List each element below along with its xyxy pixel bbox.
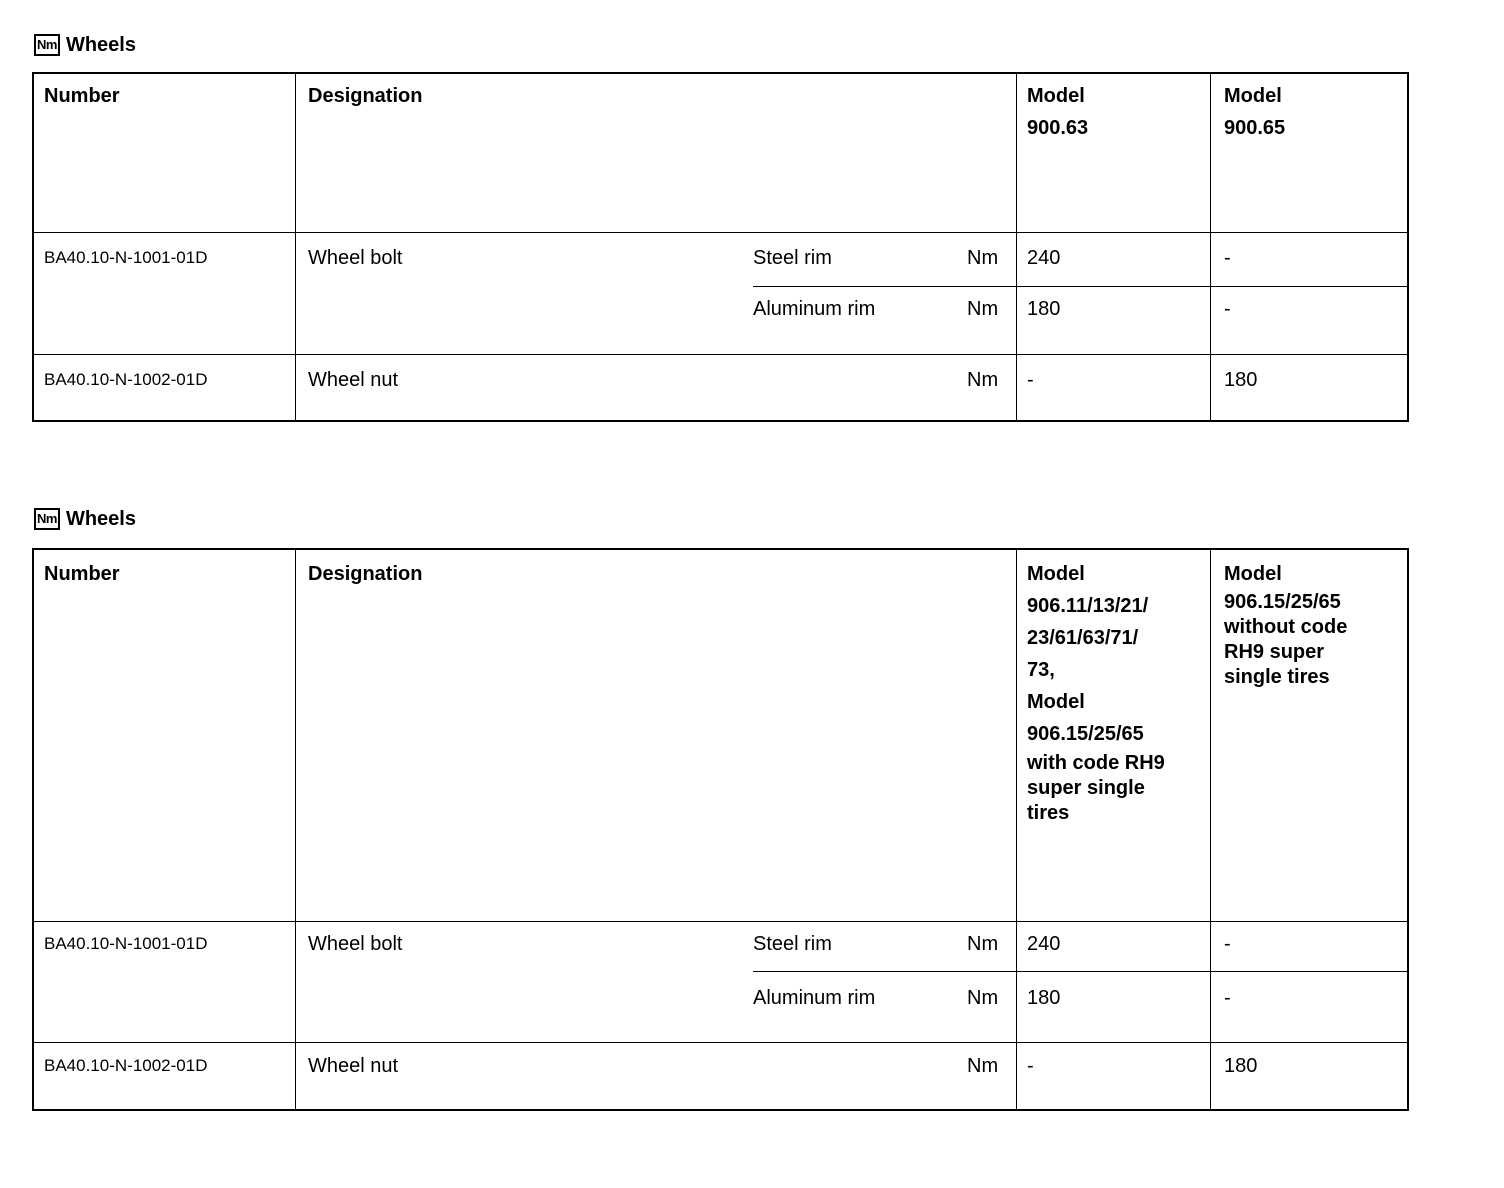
torque-table-2 bbox=[32, 548, 1409, 1111]
rim-type-aluminum: Aluminum rim bbox=[753, 298, 876, 320]
part-number: BA40.10-N-1001-01D bbox=[44, 248, 208, 267]
header-designation: Designation bbox=[308, 85, 423, 107]
value-model-b: - bbox=[1224, 933, 1231, 955]
header-model-a: Model 900.63 bbox=[1027, 85, 1089, 139]
part-number: BA40.10-N-1002-01D bbox=[44, 1056, 208, 1075]
value-model-b: 180 bbox=[1224, 1055, 1258, 1077]
header-designation: Designation bbox=[308, 563, 423, 585]
divider bbox=[34, 921, 1407, 922]
divider bbox=[34, 1042, 1407, 1043]
value-model-a: 180 bbox=[1027, 298, 1061, 320]
section-title: Wheels bbox=[65, 508, 136, 530]
header-model-a: Model 906.11/13/21/ 23/61/63/71/ 73, Model 906.15/25/65 with code RH9 super single tires bbox=[1027, 563, 1165, 824]
divider bbox=[1210, 550, 1211, 1109]
unit: Nm bbox=[967, 369, 999, 391]
divider bbox=[753, 286, 1407, 287]
rim-type-aluminum: Aluminum rim bbox=[753, 987, 876, 1009]
value-model-a: - bbox=[1027, 1055, 1034, 1077]
value-model-a: - bbox=[1027, 369, 1034, 391]
unit: Nm bbox=[967, 247, 999, 269]
header-model-b: Model 900.65 bbox=[1224, 85, 1286, 139]
torque-table-1 bbox=[32, 72, 1409, 422]
section-title: Wheels bbox=[65, 34, 136, 56]
value-model-a: 180 bbox=[1027, 987, 1061, 1009]
divider bbox=[1016, 550, 1017, 1109]
torque-nm-icon: Nm bbox=[34, 34, 60, 56]
part-number: BA40.10-N-1001-01D bbox=[44, 934, 208, 953]
divider bbox=[295, 550, 296, 1109]
part-number: BA40.10-N-1002-01D bbox=[44, 370, 208, 389]
value-model-a: 240 bbox=[1027, 247, 1061, 269]
designation: Wheel bolt bbox=[308, 247, 403, 269]
designation: Wheel nut bbox=[308, 1055, 399, 1077]
value-model-b: - bbox=[1224, 298, 1231, 320]
divider bbox=[753, 971, 1407, 972]
unit: Nm bbox=[967, 987, 999, 1009]
divider bbox=[34, 232, 1407, 233]
torque-nm-icon: Nm bbox=[34, 508, 60, 530]
divider bbox=[1210, 74, 1211, 420]
header-number: Number bbox=[44, 85, 120, 107]
unit: Nm bbox=[967, 298, 999, 320]
section-2-heading bbox=[34, 500, 136, 530]
divider bbox=[295, 74, 296, 420]
header-model-b: Model 906.15/25/65 without code RH9 super single tires bbox=[1224, 563, 1348, 688]
rim-type-steel: Steel rim bbox=[753, 247, 832, 269]
section-1-heading bbox=[34, 26, 136, 56]
unit: Nm bbox=[967, 933, 999, 955]
designation: Wheel bolt bbox=[308, 933, 403, 955]
divider bbox=[34, 354, 1407, 355]
header-number: Number bbox=[44, 563, 120, 585]
designation: Wheel nut bbox=[308, 369, 399, 391]
divider bbox=[1016, 74, 1017, 420]
value-model-b: 180 bbox=[1224, 369, 1258, 391]
value-model-b: - bbox=[1224, 247, 1231, 269]
rim-type-steel: Steel rim bbox=[753, 933, 832, 955]
unit: Nm bbox=[967, 1055, 999, 1077]
value-model-a: 240 bbox=[1027, 933, 1061, 955]
value-model-b: - bbox=[1224, 987, 1231, 1009]
